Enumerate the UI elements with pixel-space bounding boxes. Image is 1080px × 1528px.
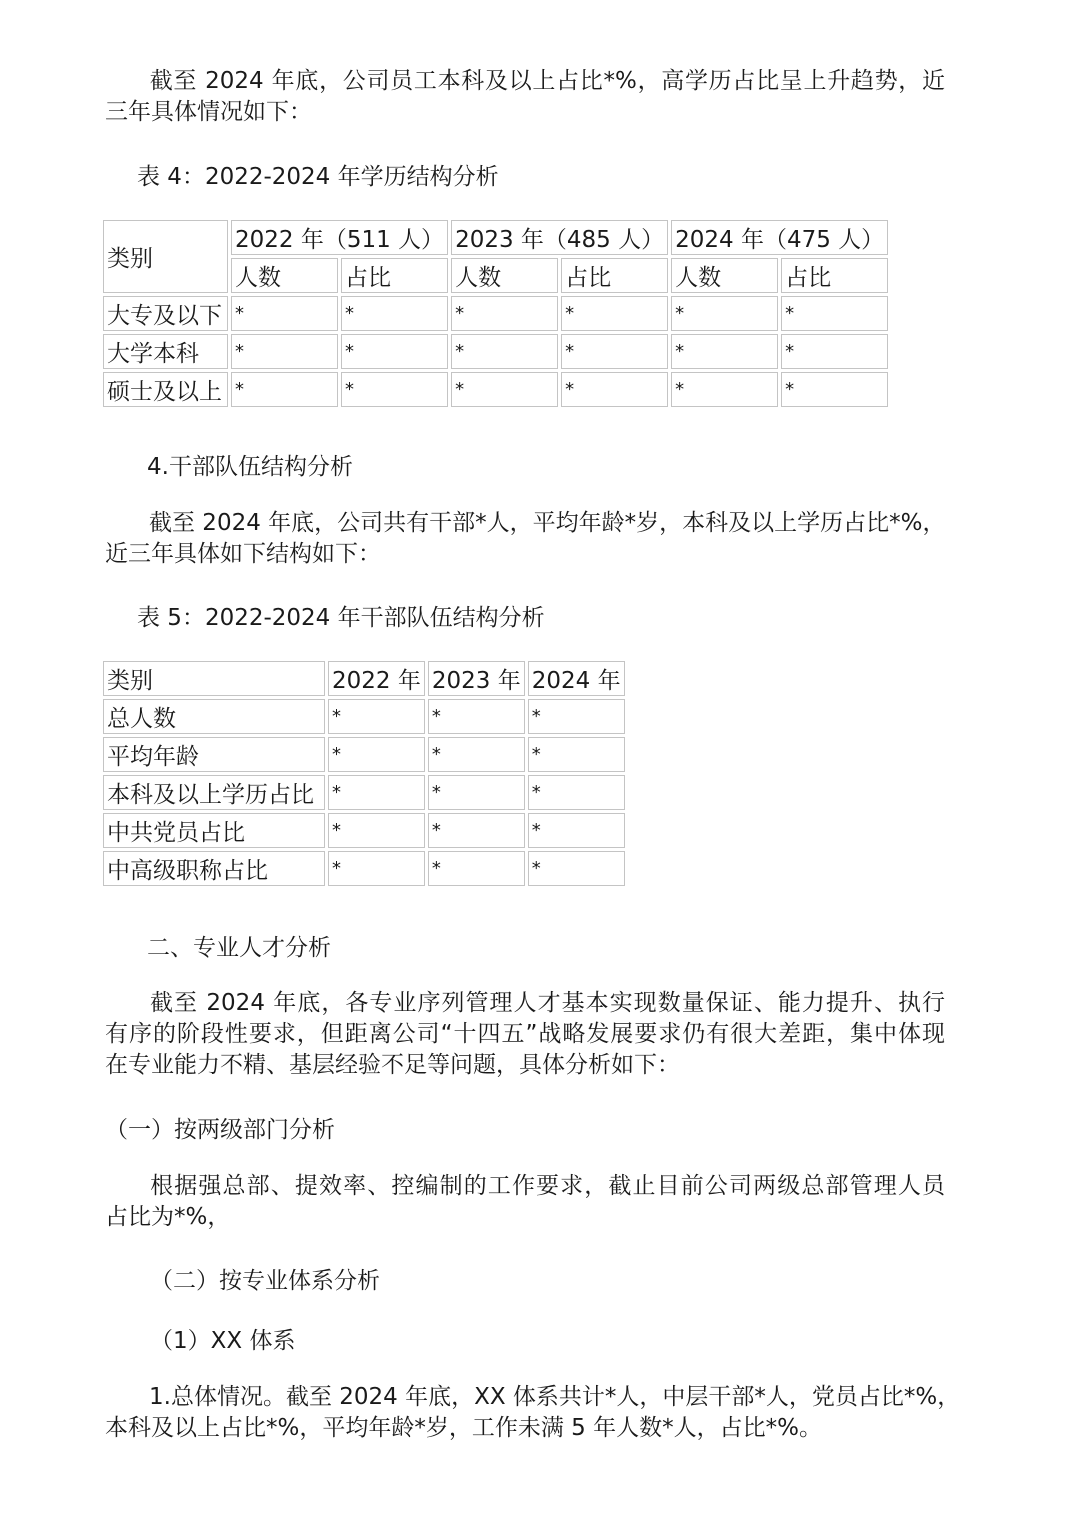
table-cell: * xyxy=(561,372,668,407)
table-cell: * xyxy=(528,775,625,810)
cadre-paragraph xyxy=(105,508,945,570)
table-cell: * xyxy=(528,851,625,886)
table-header-year: 2024 年（475 人） xyxy=(671,220,888,255)
table-cell: * xyxy=(528,813,625,848)
subsection-heading: （1）XX 体系 xyxy=(150,1328,296,1354)
paragraph-line: 截至 2024 年底，各专业序列管理人才基本实现数量保证、能力提升、执行 xyxy=(149,990,945,1016)
table-header-year: 2022 年 xyxy=(328,661,425,696)
paragraph-line: 占比为*%， xyxy=(105,1204,231,1230)
row-label: 本科及以上学历占比 xyxy=(103,775,325,810)
table-cell: * xyxy=(341,296,448,331)
paragraph-line: 近三年具体如下结构如下： xyxy=(105,541,381,567)
table-row xyxy=(103,775,625,810)
row-label: 大学本科 xyxy=(103,334,228,369)
table-row xyxy=(103,296,888,331)
paragraph-line: 截至 2024 年底，公司员工本科及以上占比*%，高学历占比呈上升趋势，近 xyxy=(149,68,945,94)
table-header-year: 2022 年（511 人） xyxy=(231,220,448,255)
paragraph-line: 三年具体情况如下： xyxy=(105,99,312,125)
table-cell: * xyxy=(781,296,888,331)
table-cell: * xyxy=(451,334,558,369)
table-cell: * xyxy=(428,775,525,810)
table-subheader: 人数 xyxy=(671,258,778,293)
table-row xyxy=(103,699,625,734)
table-cell: * xyxy=(428,851,525,886)
table-header-category: 类别 xyxy=(103,661,325,696)
table5-caption: 表 5：2022-2024 年干部队伍结构分析 xyxy=(137,605,545,631)
table-cell: * xyxy=(341,372,448,407)
table-cell: * xyxy=(231,334,338,369)
row-label: 平均年龄 xyxy=(103,737,325,772)
talent-paragraph xyxy=(105,988,945,1081)
table-header-category: 类别 xyxy=(103,220,228,293)
table-subheader: 人数 xyxy=(231,258,338,293)
table-row xyxy=(103,334,888,369)
education-structure-table xyxy=(100,217,891,410)
table-cell: * xyxy=(231,372,338,407)
paragraph-line: 有序的阶段性要求，但距离公司“十四五”战略发展要求仍有很大差距，集中体现 xyxy=(105,1021,945,1047)
table-cell: * xyxy=(451,372,558,407)
table-cell: * xyxy=(671,334,778,369)
table-cell: * xyxy=(561,296,668,331)
row-label: 大专及以下 xyxy=(103,296,228,331)
subsection-heading: （二）按专业体系分析 xyxy=(150,1268,380,1294)
table-header-year: 2024 年 xyxy=(528,661,625,696)
table-row xyxy=(103,737,625,772)
table-row xyxy=(103,813,625,848)
department-paragraph xyxy=(105,1171,945,1233)
table-subheader: 占比 xyxy=(781,258,888,293)
table-cell: * xyxy=(341,334,448,369)
section-heading: 4.干部队伍结构分析 xyxy=(147,454,353,480)
section-heading: 二、专业人才分析 xyxy=(147,935,331,961)
table-cell: * xyxy=(451,296,558,331)
system-paragraph xyxy=(105,1382,961,1444)
table-cell: * xyxy=(328,851,425,886)
table-subheader: 占比 xyxy=(561,258,668,293)
table-subheader: 人数 xyxy=(451,258,558,293)
table-cell: * xyxy=(561,334,668,369)
table-cell: * xyxy=(328,737,425,772)
row-label: 硕士及以上 xyxy=(103,372,228,407)
table-cell: * xyxy=(528,737,625,772)
table-row xyxy=(103,851,625,886)
table-cell: * xyxy=(528,699,625,734)
table-cell: * xyxy=(671,296,778,331)
paragraph-line: 截至 2024 年底，公司共有干部*人，平均年龄*岁，本科及以上学历占比*%， xyxy=(149,510,946,536)
table-cell: * xyxy=(428,813,525,848)
table-cell: * xyxy=(781,334,888,369)
table-cell: * xyxy=(328,813,425,848)
cadre-structure-table xyxy=(100,658,628,889)
table-cell: * xyxy=(428,737,525,772)
table-cell: * xyxy=(328,699,425,734)
subsection-heading: （一）按两级部门分析 xyxy=(105,1117,335,1143)
paragraph-line: 在专业能力不精、基层经验不足等问题，具体分析如下： xyxy=(105,1052,680,1078)
paragraph-line: 根据强总部、提效率、控编制的工作要求，截止目前公司两级总部管理人员 xyxy=(149,1173,945,1199)
intro-paragraph xyxy=(105,66,945,128)
table-cell: * xyxy=(671,372,778,407)
row-label: 总人数 xyxy=(103,699,325,734)
table-header-year: 2023 年 xyxy=(428,661,525,696)
table-cell: * xyxy=(231,296,338,331)
table-header-year: 2023 年（485 人） xyxy=(451,220,668,255)
row-label: 中高级职称占比 xyxy=(103,851,325,886)
table-cell: * xyxy=(328,775,425,810)
table-subheader: 占比 xyxy=(341,258,448,293)
table-cell: * xyxy=(428,699,525,734)
paragraph-line: 1.总体情况。截至 2024 年底，XX 体系共计*人，中层干部*人，党员占比*%， xyxy=(149,1384,961,1410)
paragraph-line: 本科及以上占比*%，平均年龄*岁，工作未满 5 年人数*人，占比*%。 xyxy=(105,1415,822,1441)
table4-caption: 表 4：2022-2024 年学历结构分析 xyxy=(137,164,499,190)
table-row xyxy=(103,372,888,407)
table-cell: * xyxy=(781,372,888,407)
row-label: 中共党员占比 xyxy=(103,813,325,848)
